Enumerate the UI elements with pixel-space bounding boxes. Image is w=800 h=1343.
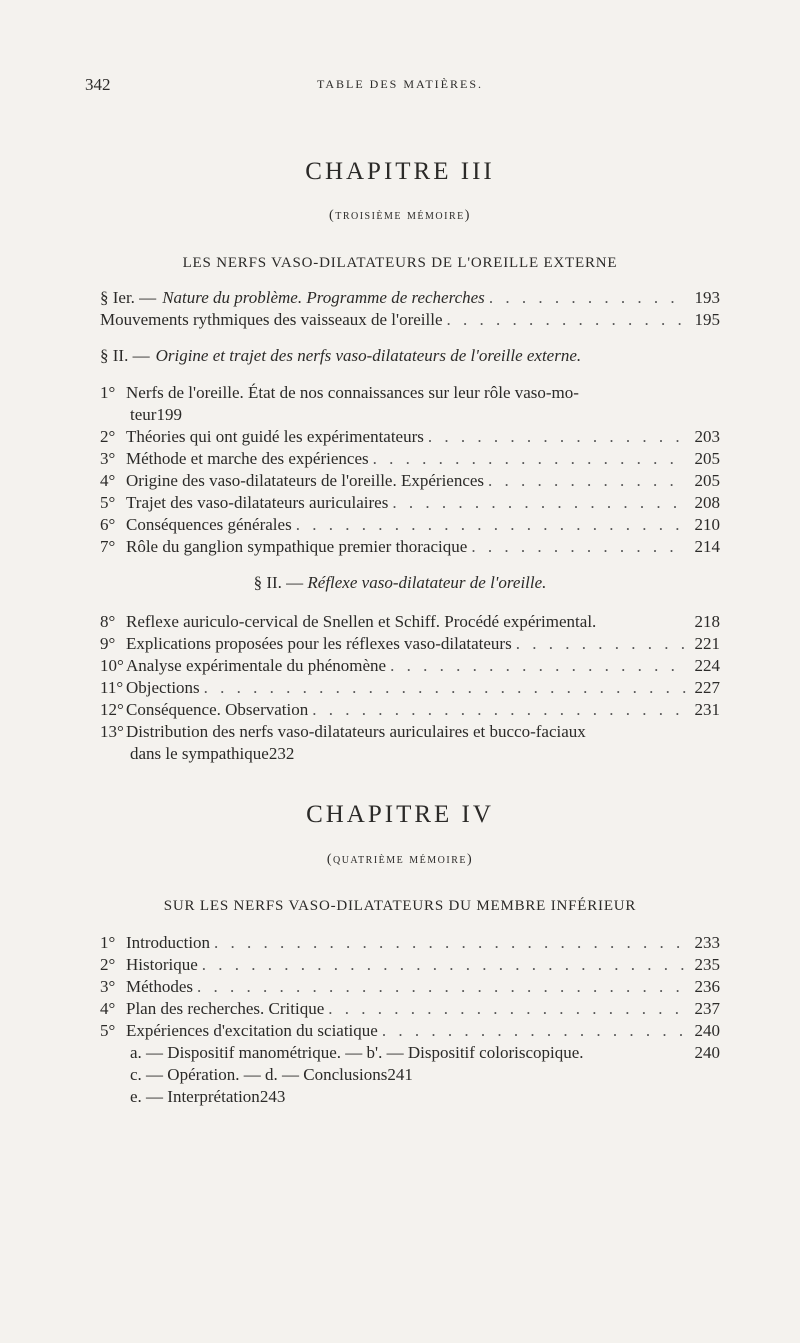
- toc-sub-entry: a. — Dispositif manométrique. — b'. — Dispositif coloriscopique. 240: [130, 1043, 720, 1062]
- section-1-mark: § Ier. —: [100, 288, 157, 307]
- toc-entry: 4° Origine des vaso-dilatateurs de l'oreille. Expériences . . . 205: [100, 470, 720, 492]
- toc-sub-entry: e. — Interprétation 243: [130, 1087, 286, 1106]
- toc-entry: Mouvements rythmiques des vaisseaux de l'oreille . . . 195: [100, 309, 720, 331]
- toc-entry: 3° Méthode et marche des expériences . . . 205: [100, 448, 720, 470]
- chapter-4-memoire: (quatrième mémoire): [326, 852, 474, 867]
- section-2-title: Origine et trajet des nerfs vaso-dilatateurs de l'oreille externe.: [155, 346, 582, 365]
- section-3-heading: [0, 573, 800, 593]
- toc-sub-entry: c. — Opération. — d. — Conclusions 241: [130, 1065, 413, 1084]
- toc-entry: 1° Nerfs de l'oreille. État de nos connaissances sur leur rôle vaso-mo-: [100, 383, 579, 402]
- toc-entry: 9° Explications proposées pour les réflexes vaso-dilatateurs . . . 221: [100, 633, 720, 655]
- toc-entry: 2° Théories qui ont guidé les expérimentateurs . . . 203: [100, 426, 720, 448]
- section-2-heading: [100, 345, 720, 367]
- toc-entry: 2° Historique . . . 235: [100, 954, 720, 976]
- toc-entry: 11° Objections . . . 227: [100, 677, 720, 699]
- section-3-title: Réflexe vaso-dilatateur de l'oreille.: [307, 573, 547, 592]
- chapter-3-title: CHAPITRE III: [305, 158, 495, 185]
- toc-entry: 12° Conséquence. Observation . . . 231: [100, 699, 720, 721]
- toc-entry: 3° Méthodes . . . 236: [100, 976, 720, 998]
- toc-entry: 5° Expériences d'excitation du sciatique . . . 240: [100, 1020, 720, 1042]
- chapter-3-subject: LES NERFS VASO-DILATATEURS DE L'OREILLE EXTERNE: [182, 255, 618, 271]
- toc-entry: 7° Rôle du ganglion sympathique premier thoracique . . . 214: [100, 536, 720, 558]
- toc-entry: 6° Conséquences générales . . . 210: [100, 514, 720, 536]
- running-title: TABLE DES MATIÈRES.: [316, 77, 484, 91]
- toc-entry: 4° Plan des recherches. Critique . . . 237: [100, 998, 720, 1020]
- chapter-4-title: CHAPITRE IV: [306, 801, 494, 828]
- section-1-title: Nature du problème. Programme de recherches: [162, 288, 485, 307]
- running-head: [0, 75, 800, 99]
- toc-entry-continuation: dans le sympathique 232: [130, 744, 295, 763]
- toc-entry: 13° Distribution des nerfs vaso-dilatateurs auriculaires et bucco-faciaux: [100, 722, 586, 741]
- toc-entry-continuation: teur 199: [130, 405, 182, 424]
- page-number: 342: [85, 75, 111, 94]
- toc-entry: 8° Reflexe auriculo-cervical de Snellen et Schiff. Procédé expérimental. 218: [100, 612, 720, 631]
- section-1-heading: [100, 287, 720, 309]
- toc-entry: 10° Analyse expérimentale du phénomène . . . 224: [100, 655, 720, 677]
- toc-entry: 5° Trajet des vaso-dilatateurs auriculaires . . . 208: [100, 492, 720, 514]
- chapter-4-subject: SUR LES NERFS VASO-DILATATEURS DU MEMBRE INFÉRIEUR: [163, 898, 637, 914]
- section-2-mark: § II. —: [100, 346, 150, 365]
- section-1-page: 193: [694, 288, 720, 307]
- toc-entry: 1° Introduction . . . 233: [100, 932, 720, 954]
- chapter-3-memoire: (troisième mémoire): [329, 208, 471, 223]
- section-3-mark: § II. —: [253, 573, 304, 592]
